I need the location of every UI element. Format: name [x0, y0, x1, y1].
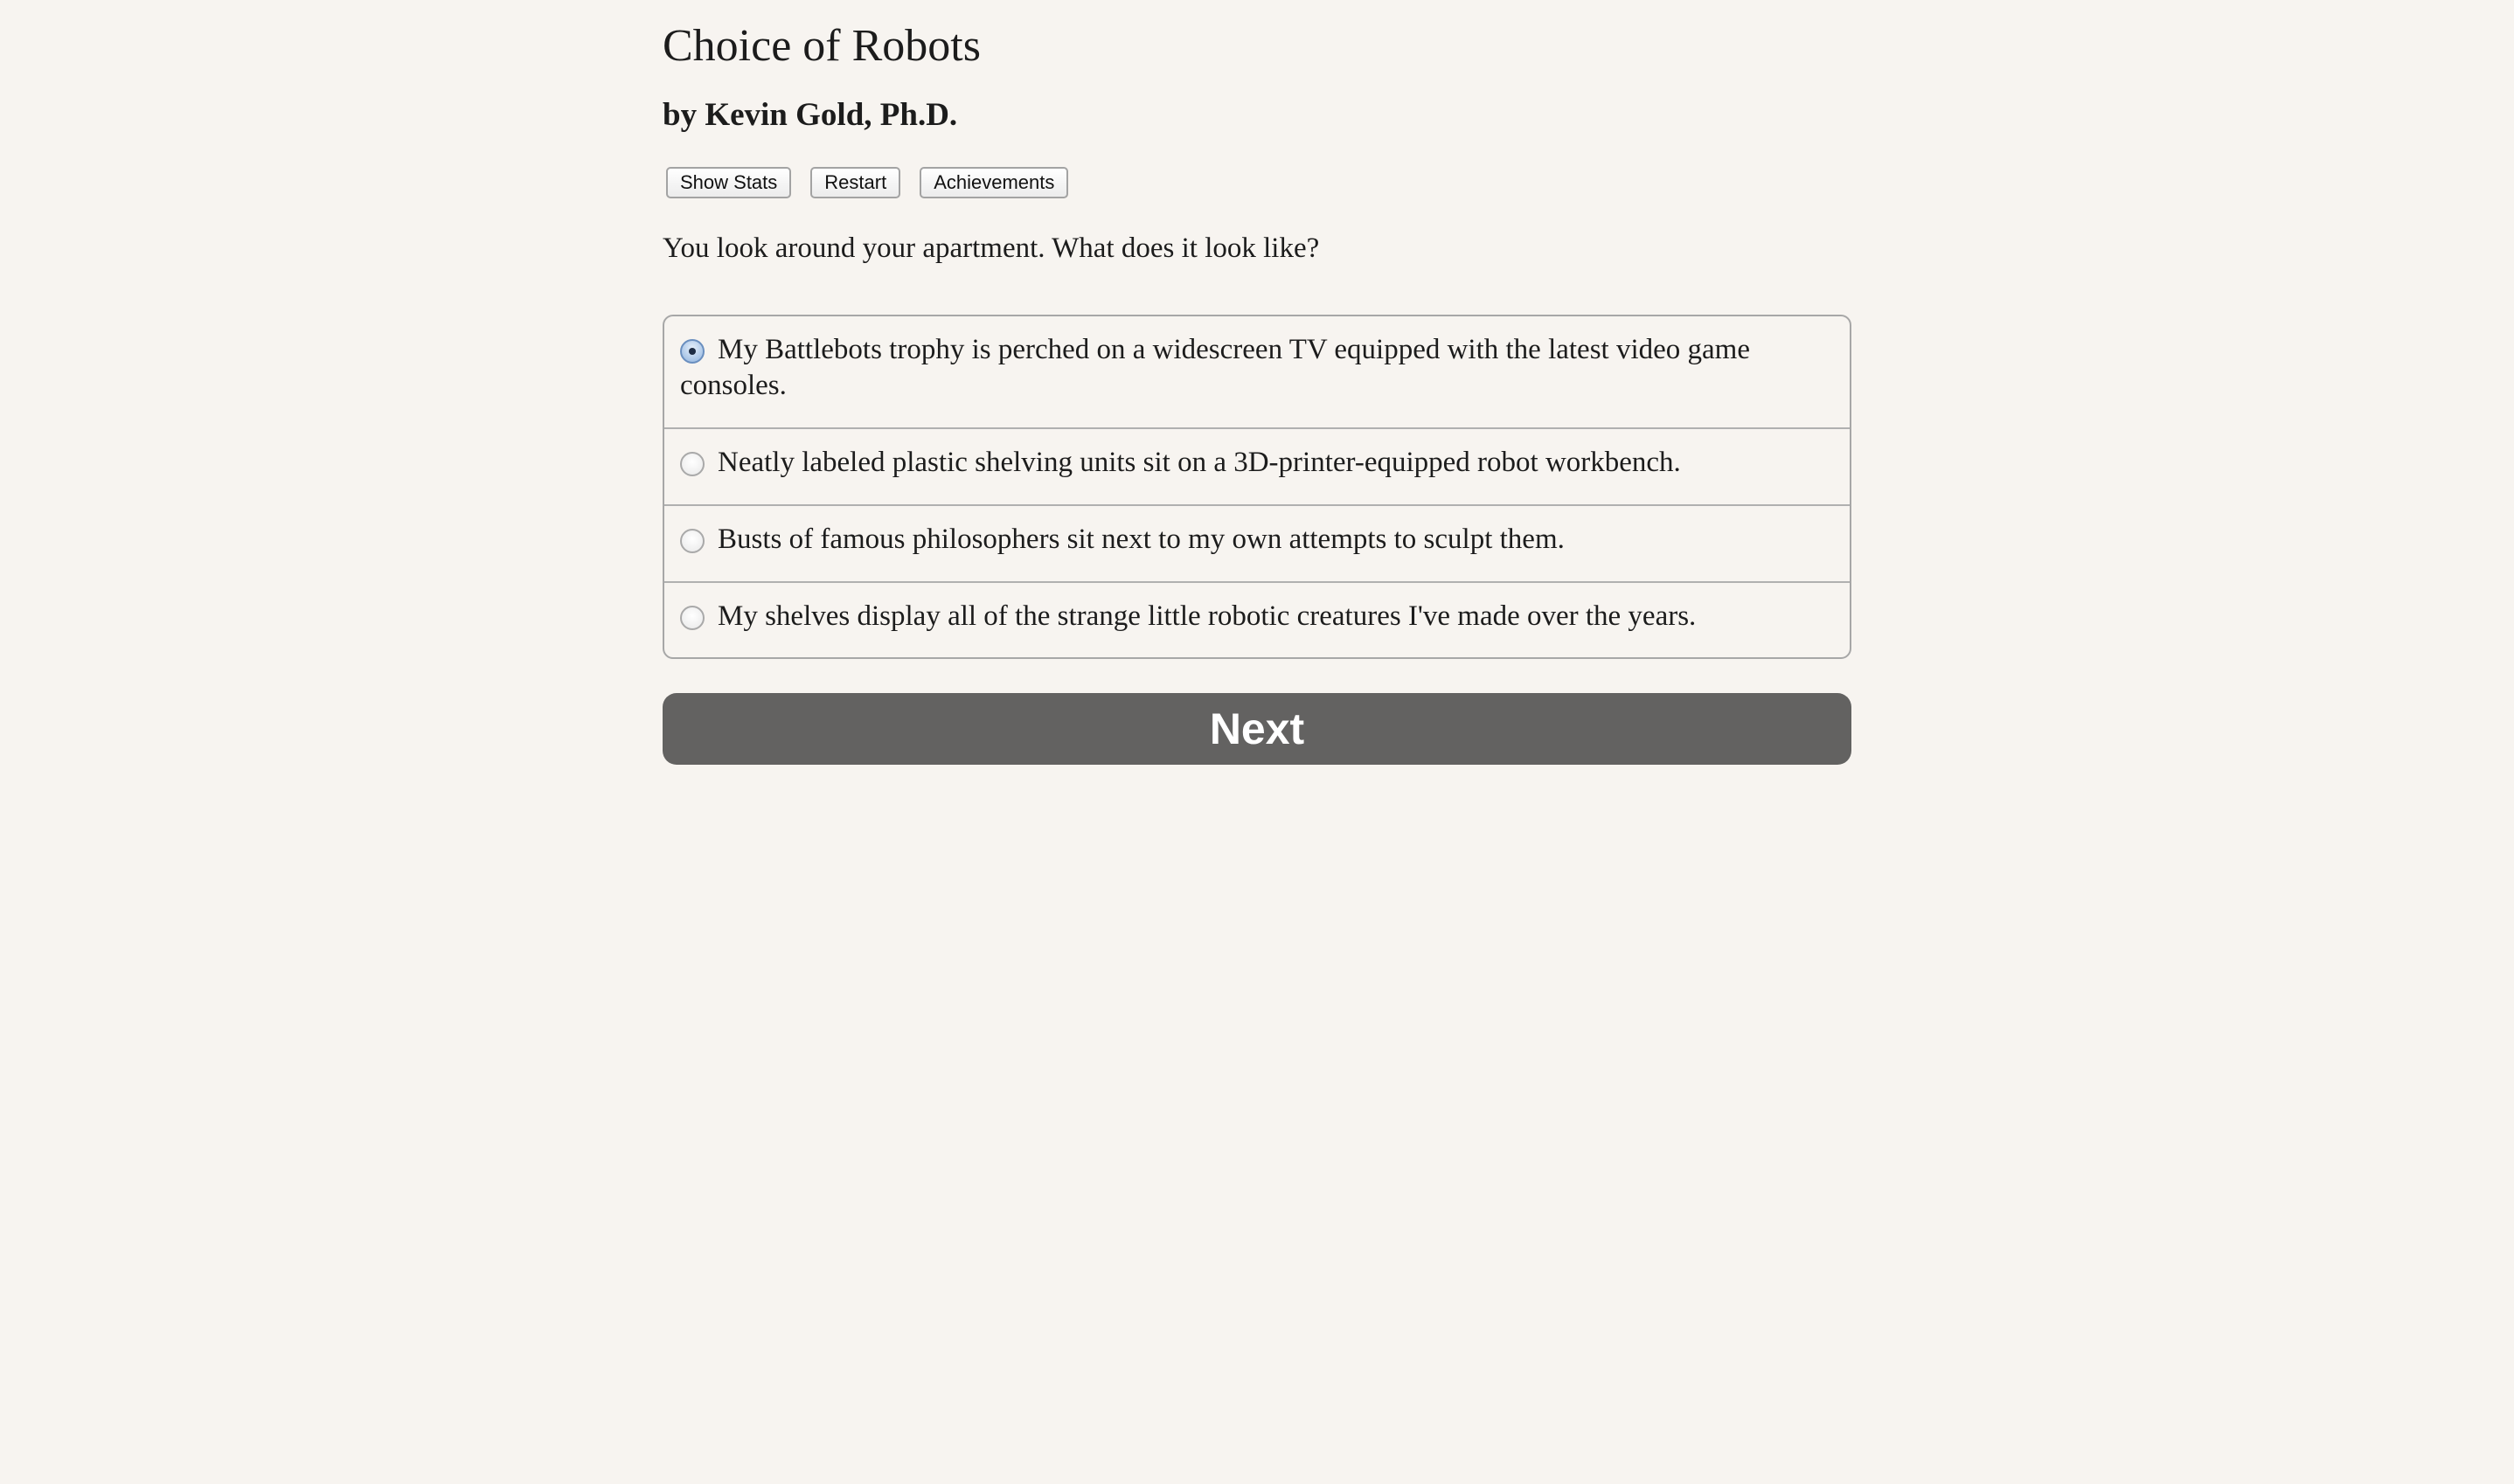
choice-option-1[interactable] — [664, 316, 1850, 429]
next-button[interactable]: Next — [663, 693, 1851, 765]
choice-label: My Battlebots trophy is perched on a widescreen TV equipped with the latest video game consoles. — [680, 334, 1750, 401]
choice-label: Busts of famous philosophers sit next to my own attempts to sculpt them. — [718, 524, 1565, 555]
game-title: Choice of Robots — [663, 21, 981, 71]
choice-label: My shelves display all of the strange little robotic creatures I've made over the years. — [718, 600, 1697, 632]
restart-button[interactable]: Restart — [810, 167, 900, 198]
radio-button[interactable] — [680, 529, 705, 553]
choice-list — [663, 315, 1851, 659]
choice-option-2[interactable] — [664, 429, 1850, 506]
radio-button[interactable] — [680, 452, 705, 476]
game-author: by Kevin Gold, Ph.D. — [663, 97, 958, 133]
story-prompt: You look around your apartment. What does it look like? — [663, 232, 1320, 264]
achievements-button[interactable]: Achievements — [920, 167, 1068, 198]
choice-label: Neatly labeled plastic shelving units sit on a 3D-printer-equipped robot workbench. — [718, 447, 1681, 478]
toolbar — [666, 167, 1068, 198]
choice-option-4[interactable] — [664, 583, 1850, 659]
radio-button-selected[interactable] — [680, 339, 705, 364]
choice-option-3[interactable] — [664, 506, 1850, 583]
show-stats-button[interactable]: Show Stats — [666, 167, 791, 198]
radio-button[interactable] — [680, 606, 705, 630]
